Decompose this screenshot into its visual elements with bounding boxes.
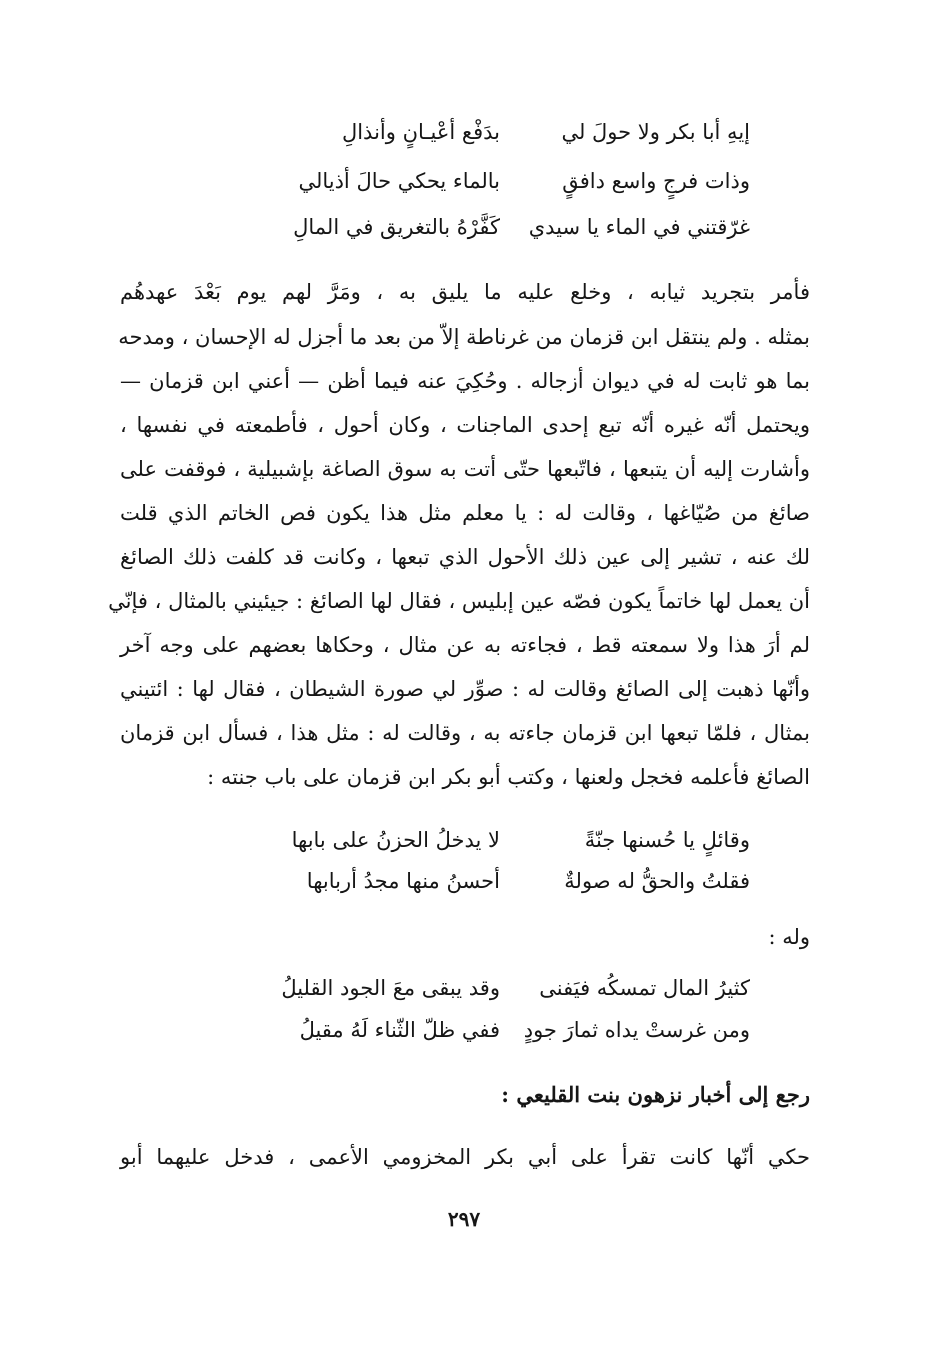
paragraph-1-line-2: بمثله . ولم ينتقل ابن قزمان من غرناطة إلاّ من بعد ما أجزل له الإحسان ، ومدحه: [118, 325, 810, 349]
poem-1-line-3-second-hemistich: كَفَّرْهُ بالتغريق في المالِ: [293, 215, 500, 239]
paragraph-1-line-11: بمثال ، فلمّا تبعها ابن قزمان جاءته به ، وقالت له : مثل هذا ، فسأل ابن قزمان: [120, 721, 810, 745]
paragraph-1-line-3: بما هو ثابت له في ديوان أزجاله . وحُكِيَ عنه فيما أظن — أعني ابن قزمان —: [120, 369, 810, 393]
section-heading: رجع إلى أخبار نزهون بنت القليعي :: [501, 1082, 810, 1107]
paragraph-1-line-9: لم أرَ هذا ولا سمعته قط ، فجاءته به عن مثال ، وحكاها بعضهم على وجه آخر: [120, 633, 810, 657]
poem-3-line-1-second-hemistich: وقد يبقى معَ الجود القليلُ: [281, 976, 500, 1000]
paragraph-1-line-1: فأمر بتجريد ثيابه ، وخلع عليه ما يليق به ، ومَرَّ لهم يوم بَعْدَ عهدهُم: [120, 280, 810, 304]
poem-3-label: وله :: [768, 925, 810, 949]
poem-1-line-3-first-hemistich: غرّقتني في الماء يا سيدي: [528, 215, 750, 239]
paragraph-1-line-4: ويحتمل أنّه غيره أنّه تبع إحدى الماجنات ، وكان أحول ، فأطمعته في نفسها ،: [120, 413, 810, 437]
poem-1-line-1-first-hemistich: إيهِ أبا بكر ولا حولَ لي: [561, 120, 750, 144]
paragraph-1-line-10: وأنّها ذهبت إلى الصائغ وقالت له : صوِّر لي صورة الشيطان ، فقال لها : ائتيني: [120, 677, 810, 701]
poem-1-line-2-second-hemistich: بالماء يحكي حالَ أذيالي: [298, 169, 500, 193]
poem-2-line-1-first-hemistich: وقائلٍ يا حُسنها جنّةً: [584, 828, 750, 852]
poem-1-line-1-second-hemistich: بدَفْع أعْيـانٍ وأنذالِ: [341, 120, 500, 144]
paragraph-1-line-7: لك عنه ، تشير إلى عين ذلك الأحول الذي تبعها ، وكانت قد كلفت ذلك الصائغ: [120, 545, 810, 569]
poem-1-line-2-first-hemistich: وذات فرجٍ واسع دافقٍ: [562, 169, 750, 193]
paragraph-1-line-6: صائغ من صُيّاغها ، وقالت له : يا معلم مثل هذا يكون فص الخاتم الذي قلت: [120, 501, 810, 525]
poem-2-line-2-first-hemistich: فقلتُ والحقُّ له صولةٌ: [564, 869, 750, 893]
poem-2-line-2-second-hemistich: أحسنُ منها مجدُ أربابها: [306, 869, 500, 893]
poem-3-line-2-second-hemistich: ففي ظلّ الثّناء لَهُ مقيلُ: [299, 1018, 500, 1042]
paragraph-2-line-1: حكي أنّها كانت تقرأ على أبي بكر المخزومي الأعمى ، فدخل عليهما أبو: [120, 1145, 810, 1169]
poem-3-line-2-first-hemistich: ومن غرستْ يداه ثمارَ جودٍ: [523, 1018, 750, 1042]
paragraph-1-line-12: الصائغ فأعلمه فخجل ولعنها ، وكتب أبو بكر ابن قزمان على باب جنته :: [207, 765, 810, 789]
poem-2-line-1-second-hemistich: لا يدخلُ الحزنُ على بابها: [291, 828, 500, 852]
paragraph-1-line-8: أن يعمل لها خاتماً يكون فصّه عين إبليس ، فقال لها الصائغ : جيئيني بالمثال ، فإنّي: [108, 589, 810, 613]
paragraph-1-line-5: وأشارت إليه أن يتبعها ، فاتّبعها حتّى أتت به سوق الصاغة بإشبيلية ، فوقفت على: [120, 457, 810, 481]
poem-3-line-1-first-hemistich: كثيرُ المال تمسكُه فيَفنى: [539, 976, 750, 1000]
page-number: ٢٩٧: [447, 1207, 481, 1231]
